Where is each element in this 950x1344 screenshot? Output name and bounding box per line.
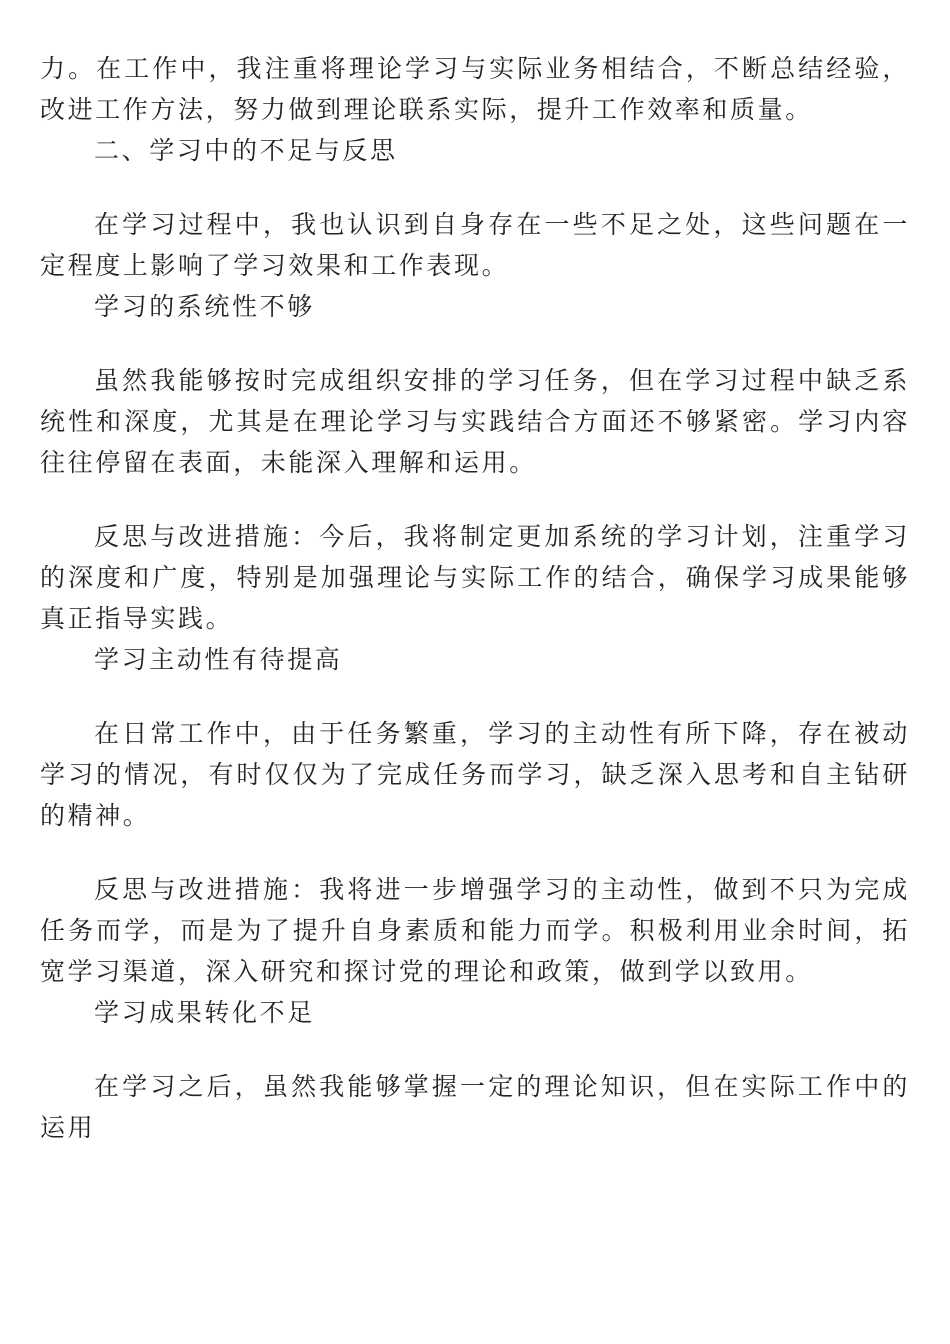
paragraph-systematic-improvement: 反思与改进措施：今后，我将制定更加系统的学习计划，注重学习的深度和广度，特别是加强理论与实际工作的结合，确保学习成果能够真正指导实践。 <box>40 522 910 633</box>
paragraph-initiative: 在日常工作中，由于任务繁重，学习的主动性有所下降，存在被动学习的情况，有时仅仅为了完成任务而学习，缺乏深入思考和自主钻研的精神。 <box>40 719 910 830</box>
paragraph-systematic: 虽然我能够按时完成组织安排的学习任务，但在学习过程中缺乏系统性和深度，尤其是在理论学习与实践结合方面还不够紧密。学习内容往往停留在表面，未能深入理解和运用。 <box>40 366 910 477</box>
paragraph-intro-shortcomings: 在学习过程中，我也认识到自身存在一些不足之处，这些问题在一定程度上影响了学习效果和工作表现。 <box>40 210 910 280</box>
paragraph-continuation: 力。在工作中，我注重将理论学习与实际业务相结合，不断总结经验，改进工作方法，努力做到理论联系实际，提升工作效率和质量。 <box>40 54 910 124</box>
subheading-transformation: 学习成果转化不足 <box>94 998 315 1027</box>
section-heading-shortcomings: 二、学习中的不足与反思 <box>94 136 398 165</box>
document-page <box>40 48 910 1148</box>
subheading-systematic: 学习的系统性不够 <box>94 292 315 321</box>
paragraph-transformation: 在学习之后，虽然我能够掌握一定的理论知识，但在实际工作中的运用 <box>40 1072 910 1142</box>
subheading-initiative: 学习主动性有待提高 <box>94 645 343 674</box>
paragraph-initiative-improvement: 反思与改进措施：我将进一步增强学习的主动性，做到不只为完成任务而学，而是为了提升自身素质和能力而学。积极利用业余时间，拓宽学习渠道，深入研究和探讨党的理论和政策，做到学以致用。 <box>40 875 910 986</box>
